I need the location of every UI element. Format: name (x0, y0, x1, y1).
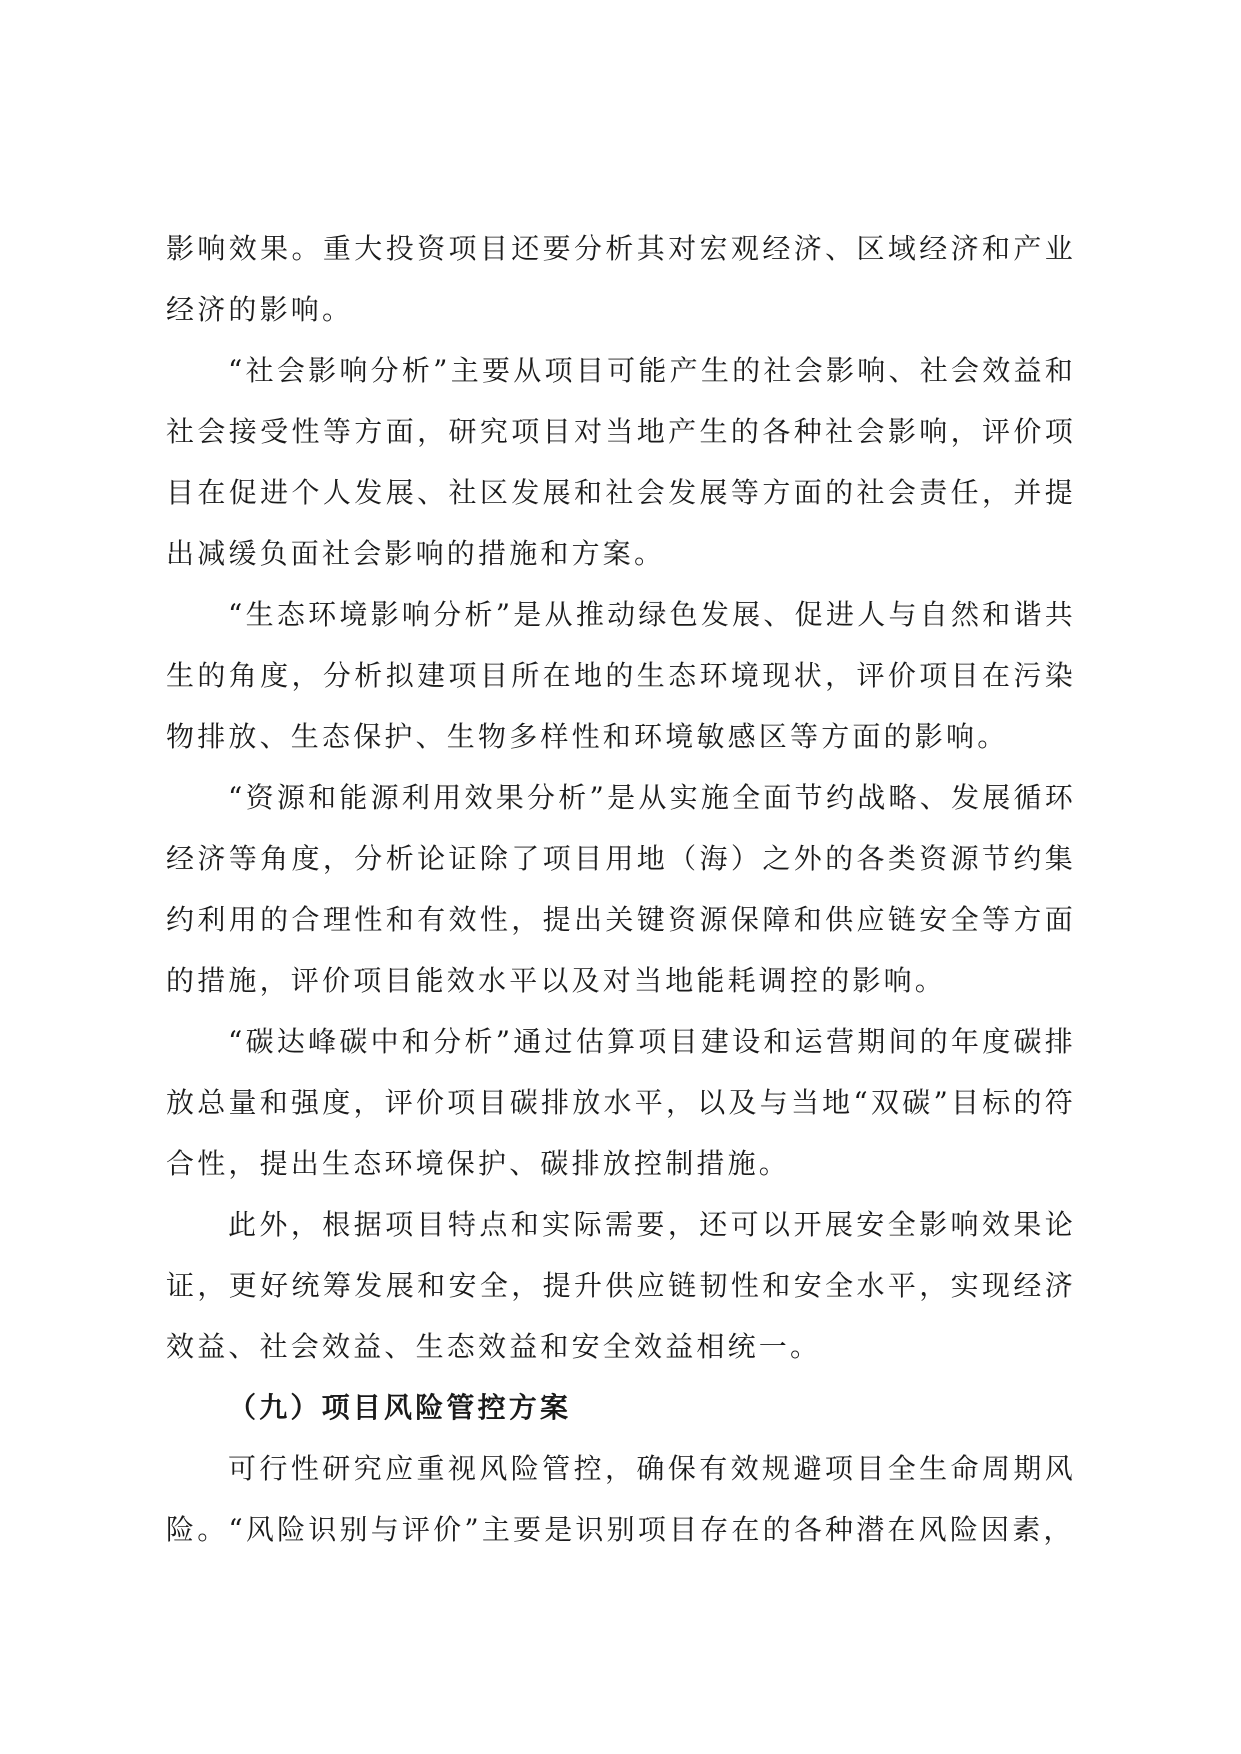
paragraph-resource-energy: “资源和能源利用效果分析”是从实施全面节约战略、发展循环经济等角度，分析论证除了项目用地（海）之外的各类资源节约集约利用的合理性和有效性，提出关键资源保障和供应链安全等方面的措施，评价项目能效水平以及对当地能耗调控的影响。 (166, 781, 1076, 997)
paragraph-economic-impact: 影响效果。重大投资项目还要分析其对宏观经济、区域经济和产业经济的影响。 (166, 232, 1076, 326)
paragraph-ecological-impact: “生态环境影响分析”是从推动绿色发展、促进人与自然和谐共生的角度，分析拟建项目所在地的生态环境现状，评价项目在污染物排放、生态保护、生物多样性和环境敏感区等方面的影响。 (166, 598, 1076, 753)
paragraph-social-impact: “社会影响分析”主要从项目可能产生的社会影响、社会效益和社会接受性等方面，研究项目对当地产生的各种社会影响，评价项目在促进个人发展、社区发展和社会发展等方面的社会责任，并提出减缓负面社会影响的措施和方案。 (166, 354, 1076, 570)
paragraph-safety-impact: 此外，根据项目特点和实际需要，还可以开展安全影响效果论证，更好统筹发展和安全，提升供应链韧性和安全水平，实现经济效益、社会效益、生态效益和安全效益相统一。 (166, 1208, 1076, 1363)
section-heading-risk-control: （九）项目风险管控方案 (228, 1391, 572, 1424)
paragraph-risk-control: 可行性研究应重视风险管控，确保有效规避项目全生命周期风险。“风险识别与评价”主要是识别项目存在的各种潜在风险因素， (166, 1452, 1076, 1546)
paragraph-carbon-analysis: “碳达峰碳中和分析”通过估算项目建设和运营期间的年度碳排放总量和强度，评价项目碳排放水平，以及与当地“双碳”目标的符合性，提出生态环境保护、碳排放控制措施。 (166, 1025, 1076, 1180)
document-page (166, 218, 1076, 1560)
